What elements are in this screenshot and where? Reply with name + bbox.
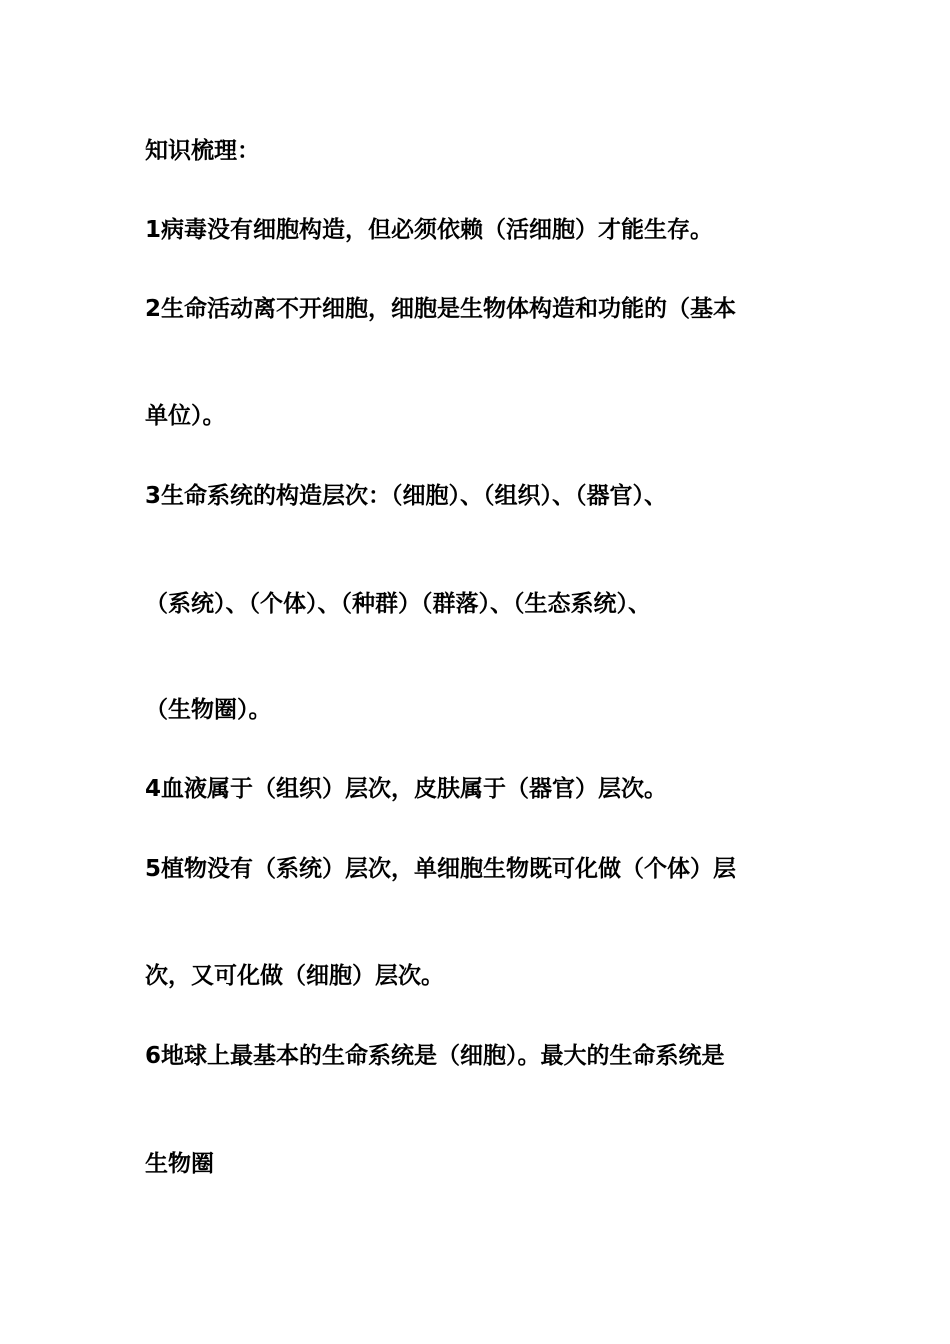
text-line: 次，又可化做（细胞）层次。 [145,963,444,989]
text-line: 2生命活动离不开细胞，细胞是生物体构造和功能的（基本 [145,296,737,322]
text-line: 生物圈 [145,1151,214,1177]
text-line: （生物圈）。 [145,697,272,723]
text-line: 5植物没有（系统）层次，单细胞生物既可化做（个体）层 [145,856,737,882]
text-line: 6地球上最基本的生命系统是（细胞）。最大的生命系统是 [145,1043,725,1069]
section-heading: 知识梳理： [145,138,260,164]
text-line: （系统）、（个体）、（种群）（群落）、（生态系统）、 [145,591,651,617]
text-line: 3生命系统的构造层次：（细胞）、（组织）、（器官）、 [145,483,668,509]
text-line: 4血液属于（组织）层次，皮肤属于（器官）层次。 [145,776,668,802]
text-line: 单位）。 [145,403,226,429]
text-line: 1病毒没有细胞构造，但必须依赖（活细胞）才能生存。 [145,217,714,243]
